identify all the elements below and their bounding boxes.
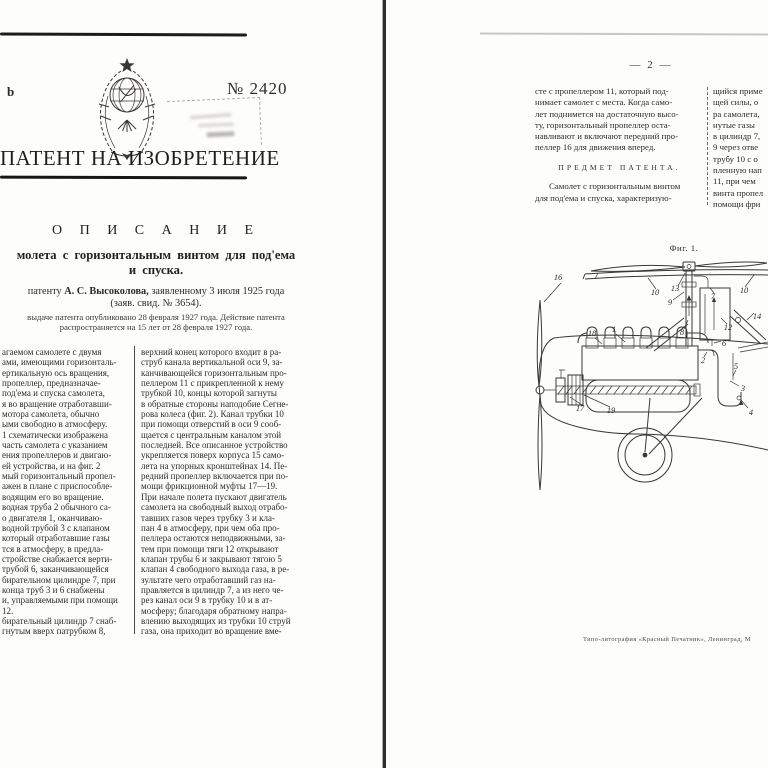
- attribution-block: [0, 286, 312, 309]
- text-line: бирательный цилиндр 7 снаб-: [2, 615, 117, 626]
- left-page-top-edge-line: [0, 32, 247, 36]
- corner-mark: b: [7, 84, 15, 99]
- text-line: и, управляемыми при помощи: [2, 595, 118, 606]
- figure-label: 16: [553, 273, 563, 282]
- text-line: нутые газы: [713, 119, 755, 130]
- figure-label: 10: [650, 288, 660, 297]
- text-line: гнутым вверх патрубком 8,: [2, 626, 106, 637]
- text-line: в цилиндр 7,: [713, 131, 761, 142]
- text-line: рез канал оси 9 в трубку 10 и в ат-: [141, 595, 273, 606]
- publication-note: [0, 312, 312, 332]
- text-line: трубкой 10, концы которой загнуты: [141, 388, 277, 399]
- figure-label: 1: [611, 325, 617, 334]
- text-line: пеллер 16 для движения вперед.: [535, 142, 656, 153]
- invention-title: [0, 248, 312, 278]
- text-line: мотора самолета, обычно: [2, 409, 100, 420]
- page-number: — 2 —: [629, 59, 673, 71]
- text-line: тавших газов через трубку 3 и кла-: [141, 512, 275, 523]
- masthead-rule: [0, 176, 247, 180]
- attr-suffix: заявленному 3 июля 1925 года: [151, 286, 285, 297]
- text-line: ами, имеющими горизонталь-: [2, 357, 117, 368]
- figure-label: 9: [667, 298, 673, 307]
- attr-prefix: патенту: [27, 286, 62, 297]
- text-line: стройстве снабжается верти-: [2, 553, 113, 564]
- text-line: тся в атмосферу, в предла-: [2, 543, 104, 554]
- text-line: верхний конец которого входит в ра-: [141, 347, 282, 357]
- text-line: правляется в цилиндр 7, а из него че-: [141, 584, 284, 595]
- figure-label: 18: [587, 329, 597, 338]
- text-line: я во вращение отработавши-: [2, 398, 112, 409]
- text-line: влению выходящих из трубки 10 струй: [141, 615, 291, 626]
- registration-stamp: [167, 97, 262, 149]
- text-line: струб канала вертикальной оси 9, за-: [141, 357, 283, 368]
- text-line: зультате чего отработавший газ на-: [141, 574, 276, 585]
- text-line: тем при помощи тяги 12 открывают: [141, 543, 279, 554]
- text-line: мосферу; благодаря обратному напра-: [141, 605, 287, 616]
- figure-caption: Фиг. 1.: [669, 243, 699, 253]
- inventor-name: А. С. Высоколова,: [64, 286, 149, 297]
- figure-label: 3: [740, 384, 746, 393]
- text-line: ту, горизонтальный пропеллер оста-: [535, 119, 671, 130]
- text-line: при помощи отверстий в оси 9 сооб-: [141, 419, 282, 430]
- text-line: водной трубой 3 с клапаном: [2, 522, 110, 533]
- text-line: щей силы, о: [713, 97, 759, 108]
- text-line: водная труба 2 обычного са-: [2, 502, 111, 513]
- figure-label: 8: [679, 328, 685, 337]
- figure-label: 19: [606, 406, 616, 415]
- text-line: агаемом самолете с двумя: [2, 347, 102, 357]
- text-line: трубу 10 с о: [713, 153, 758, 164]
- text-line: последней. Все описанное устройство: [141, 440, 288, 451]
- text-line: пан 4 в атмосферу, при чем оба про-: [141, 522, 280, 533]
- text-line: ения пропеллеров и двигаю-: [2, 450, 112, 461]
- publication-line1: выдаче патента опубликовано 28 февраля 1927 года. Действие патента: [27, 312, 285, 322]
- text-line: редний пропеллер включается при по-: [141, 471, 289, 482]
- column-divider: [134, 346, 135, 634]
- text-line: 11, при чем: [713, 176, 756, 187]
- text-line: в обратные стороны наподобие Сегне-: [141, 398, 289, 409]
- figure-label: 10: [739, 286, 749, 295]
- attribution-line1: [0, 286, 312, 298]
- text-line: ыми свободно в атмосферу.: [2, 419, 108, 430]
- text-line: винта пропел: [713, 187, 764, 198]
- right-page-top-edge-line: [480, 32, 768, 35]
- figure-label: 4: [748, 408, 754, 417]
- text-line: щается с центральным каналом этой: [141, 429, 282, 440]
- text-line: ей устройства, и на фиг. 2: [2, 460, 101, 471]
- text-line: о двигателя 1, оканчиваю-: [2, 512, 103, 523]
- text-line: газа, она приходит во вращение вме-: [141, 626, 282, 637]
- text-line: лета на упорных кронштейнах 14. Пе-: [141, 460, 288, 471]
- right-page-column-1: [535, 86, 704, 154]
- text-line: 9 через отве: [713, 142, 759, 153]
- text-line: навливают и включают передний про-: [535, 131, 679, 142]
- text-line: ертикальную ось вращения,: [2, 367, 110, 378]
- figure-label: 6: [721, 339, 727, 348]
- text-line: нимает самолет с места. Когда само-: [535, 97, 673, 108]
- figure-label: 17: [575, 404, 585, 413]
- text-line: клапан трубы 6 и закрывают тягою 5: [141, 553, 282, 564]
- text-line: часть самолета с указанием: [2, 440, 108, 451]
- text-line: мощи фрикционной муфты 17—19.: [141, 481, 278, 492]
- text-line: укрепляется поверх корпуса 15 само-: [141, 450, 285, 461]
- text-line: рова колеса (фиг. 2). Канал трубки 10: [141, 409, 284, 420]
- text-line: который отработавшие газы: [2, 533, 110, 544]
- figure-label: 14: [752, 312, 762, 321]
- text-line: сте с пропеллером 11, который под-: [535, 86, 669, 96]
- text-line: клапан 4 свободного выхода газа, в ре-: [141, 564, 290, 575]
- text-line: лет поднимется на достаточную высо-: [535, 108, 679, 119]
- text-line: конца труб 3 и 6 снабжены: [2, 584, 105, 595]
- document-masthead: ПАТЕНТ НА ИЗОБРЕТЕНИЕ: [0, 146, 280, 170]
- text-line: водящим его во вращение.: [2, 491, 104, 502]
- left-page-column-2: [141, 347, 335, 637]
- claim-heading: ПРЕДМЕТ ПАТЕНТА.: [558, 163, 681, 172]
- text-line: пропеллер, предназначае-: [2, 378, 101, 389]
- claim-line2: для под'ема и спуска, характеризую-: [535, 192, 672, 203]
- right-page-column-divider: [707, 87, 708, 205]
- text-line: бирательном цилиндре 7, при: [2, 574, 116, 585]
- text-line: канчивающейся горизонтальным про-: [141, 367, 287, 378]
- text-line: мый горизонтальный пропел-: [2, 471, 116, 482]
- text-line: самолета на свободный выход отрабо-: [141, 502, 288, 513]
- text-line: ра самолета,: [713, 108, 760, 119]
- section-heading: О П И С А Н И Е: [51, 223, 261, 238]
- publication-line2: распространяется на 15 лет от 28 февраля 1927 года.: [59, 322, 253, 332]
- text-line: пеллера остаются неподвижными, за-: [141, 533, 286, 544]
- text-line: 1 схематически изображена: [2, 429, 109, 440]
- page-gutter-line: [383, 0, 386, 768]
- invention-title-line1: молета с горизонтальным винтом для под'ема: [16, 248, 296, 262]
- figure-label: 2: [700, 356, 706, 365]
- text-line: ажен в плане с приспособле-: [2, 481, 113, 492]
- attribution-line2: (заяв. свид. № 3654).: [110, 297, 202, 309]
- figure-label: 12: [723, 323, 733, 332]
- patent-number: № 2420: [227, 79, 288, 98]
- text-line: помощи фри: [713, 198, 761, 209]
- printer-imprint: Типо-литография «Красный Печатник», Ленинград, М: [583, 636, 751, 643]
- text-line: под'ема и спуска самолета,: [2, 388, 105, 399]
- text-line: пленную нап: [713, 165, 762, 176]
- text-line: пеллером 11 с прикрепленной к нему: [141, 378, 284, 389]
- left-page-column-1: [2, 347, 134, 637]
- text-line: трубой 6, заканчивающейся: [2, 564, 109, 575]
- text-line: щийся приме: [713, 86, 763, 96]
- figure-1-aircraft-drawing: [528, 258, 768, 565]
- right-page-column-2: [713, 86, 768, 210]
- text-line: При начале полета пускают двигатель: [141, 491, 287, 502]
- figure-label: 5: [733, 362, 739, 371]
- figure-label: 13: [670, 284, 680, 293]
- claim-line1: Самолет с горизонтальным винтом: [549, 181, 681, 191]
- invention-title-line2: и спуска.: [128, 263, 184, 277]
- text-line: 12.: [2, 605, 14, 616]
- figure-label: 7: [710, 292, 716, 301]
